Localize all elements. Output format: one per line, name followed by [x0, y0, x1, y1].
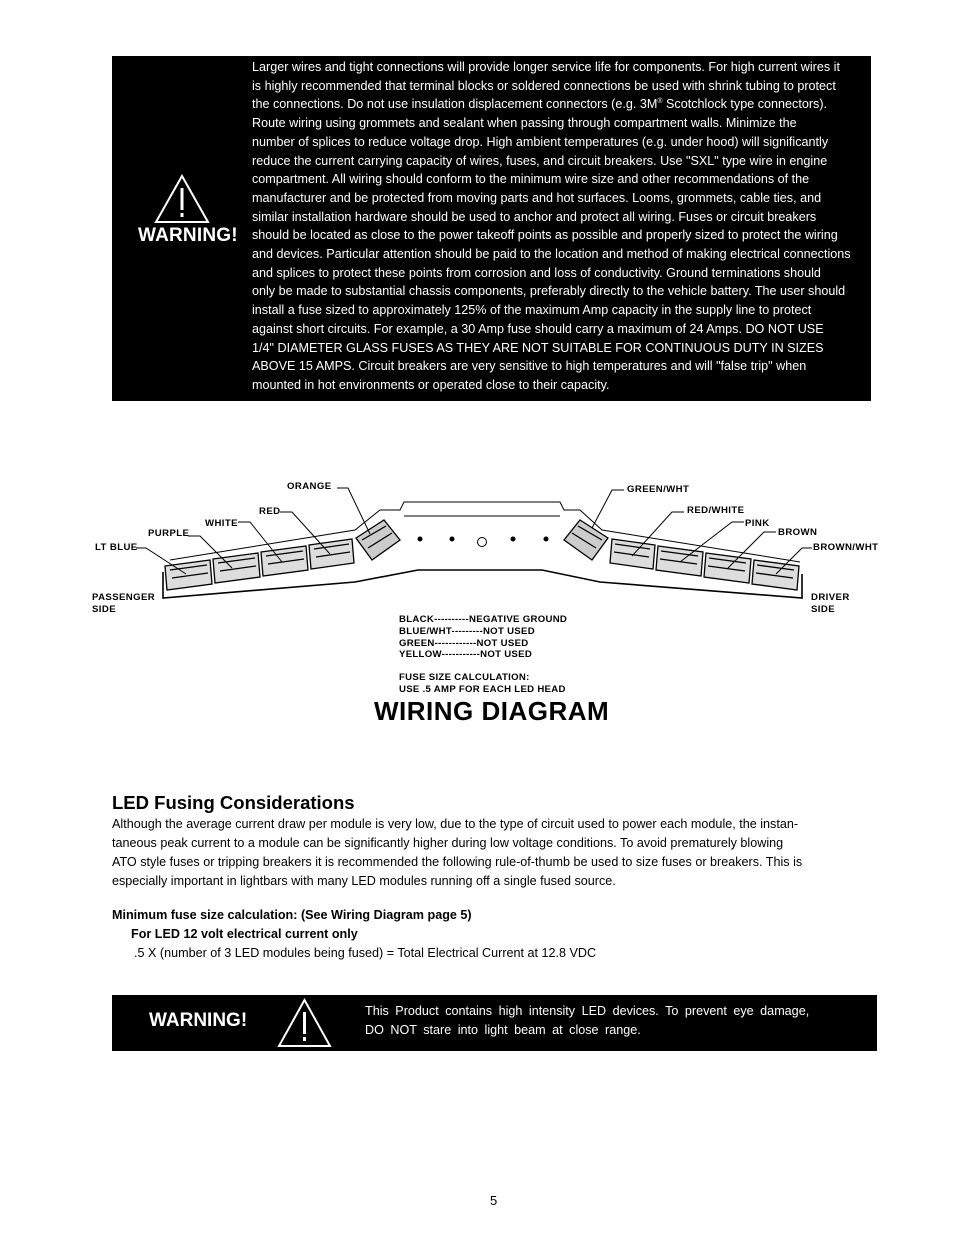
wire-label-red-white: RED/WHITE	[687, 505, 745, 516]
warning-triangle-icon	[277, 998, 332, 1048]
for-led-subheading: For LED 12 volt electrical current only	[131, 927, 358, 941]
wire-label-white: WHITE	[205, 518, 238, 529]
led-module-driver-3	[704, 553, 751, 583]
driver-side-label: DRIVER SIDE	[811, 592, 850, 615]
led-module-passenger-4	[309, 539, 354, 569]
wire-label-brown-wht: BROWN/WHT	[813, 542, 879, 553]
passenger-side-label: PASSENGER SIDE	[92, 592, 156, 615]
section-heading: LED Fusing Considerations	[112, 792, 355, 813]
led-module-passenger-corner	[356, 520, 400, 560]
wire-label-green-wht: GREEN/WHT	[627, 484, 690, 495]
wire-label-brown: BROWN	[778, 527, 818, 538]
fuse-formula: .5 X (number of 3 LED modules being fused) = Total Electrical Current at 12.8 VDC	[134, 946, 597, 960]
warning-box-top	[112, 56, 871, 401]
wire-label-pink: PINK	[745, 518, 770, 529]
wire-label-red: RED	[259, 506, 281, 517]
wire-label-lt-blue: LT BLUE	[95, 542, 138, 553]
led-module-passenger-3	[261, 546, 308, 576]
warning-text: Larger wires and tight connections will provide longer service life for components. For high current wires it is highly recommended that terminal blocks or soldered connections be used with shrink tubing to protect the connections. Do not use insulation displacement connectors (e.g. 3M® Scotchlock type connectors). Route wiring using grommets and sealant when passing through compartment walls. Minimize the number of splices to reduce voltage drop. High ambient temperatures (e.g. under hood) will significantly reduce the current carrying capacity of wires, fuses, and circuit breakers. Use "SXL" type wire in engine compartment. All wiring should conform to the minimum wire size and other recommendations of the manufacturer and be protected from moving parts and hot surfaces. Looms, grommets, cable ties, and similar installation hardware should be used to anchor and protect all wiring. Fuses or circuit breakers should be located as close to the power takeoff points as possible and properly sized to protect the wiring and devices. Particular attention should be paid to the location and method of making electrical connections and splices to protect these points from corrosion and loss of conductivity. Ground terminations should only be made to substantial chassis components, preferably directly to the vehicle battery. The user should install a fuse sized to approximately 125% of the maximum Amp capacity in the supply line to protect against short circuits. For example, a 30 Amp fuse should carry a maximum of 24 Amps. DO NOT USE 1/4" DIAMETER GLASS FUSES AS THEY ARE NOT SUITABLE FOR CONTINUOUS DUTY IN SIZES ABOVE 15 AMPS. Circuit breakers are very sensitive to high temperatures and will "false trip" when mounted in hot environments or operated close to their capacity.	[252, 60, 851, 392]
led-module-driver-corner	[564, 520, 608, 560]
warning-text: This Product contains high intensity LED devices. To prevent eye damage, DO NOT stare into light beam at close range.	[365, 1004, 810, 1037]
fuse-size-calculation: FUSE SIZE CALCULATION: USE .5 AMP FOR EACH LED HEAD	[399, 672, 566, 695]
diagram-title: WIRING DIAGRAM	[374, 696, 610, 726]
wire-label-purple: PURPLE	[148, 528, 190, 539]
warning-triangle-icon	[154, 174, 210, 224]
section-body: Although the average current draw per module is very low, due to the type of circuit used to power each module, the instan- taneous peak current to a module can be significantly higher during low voltage conditions. To avoid prematurely blowing ATO style fuses or tripping breakers it is recommended the following rule-of-thumb be used to size fuses or breakers. This is especially important in lightbars with many LED modules running off a single fused source.	[112, 817, 803, 888]
warning-label: WARNING!	[149, 1010, 248, 1031]
led-module-passenger-2	[213, 553, 260, 583]
min-fuse-heading: Minimum fuse size calculation: (See Wiring Diagram page 5)	[112, 908, 472, 922]
page-number: 5	[490, 1193, 498, 1208]
led-module-driver-2	[656, 546, 703, 576]
wire-label-orange: ORANGE	[287, 481, 332, 492]
wire-legend: BLACK----------NEGATIVE GROUND BLUE/WHT---------NOT USED GREEN------------NOT USED YELLOW-----------NOT USED	[399, 614, 568, 661]
warning-box-bottom	[112, 995, 877, 1051]
warning-label: WARNING!	[138, 225, 238, 246]
led-module-driver-1	[610, 539, 655, 569]
led-module-driver-4	[752, 560, 799, 590]
